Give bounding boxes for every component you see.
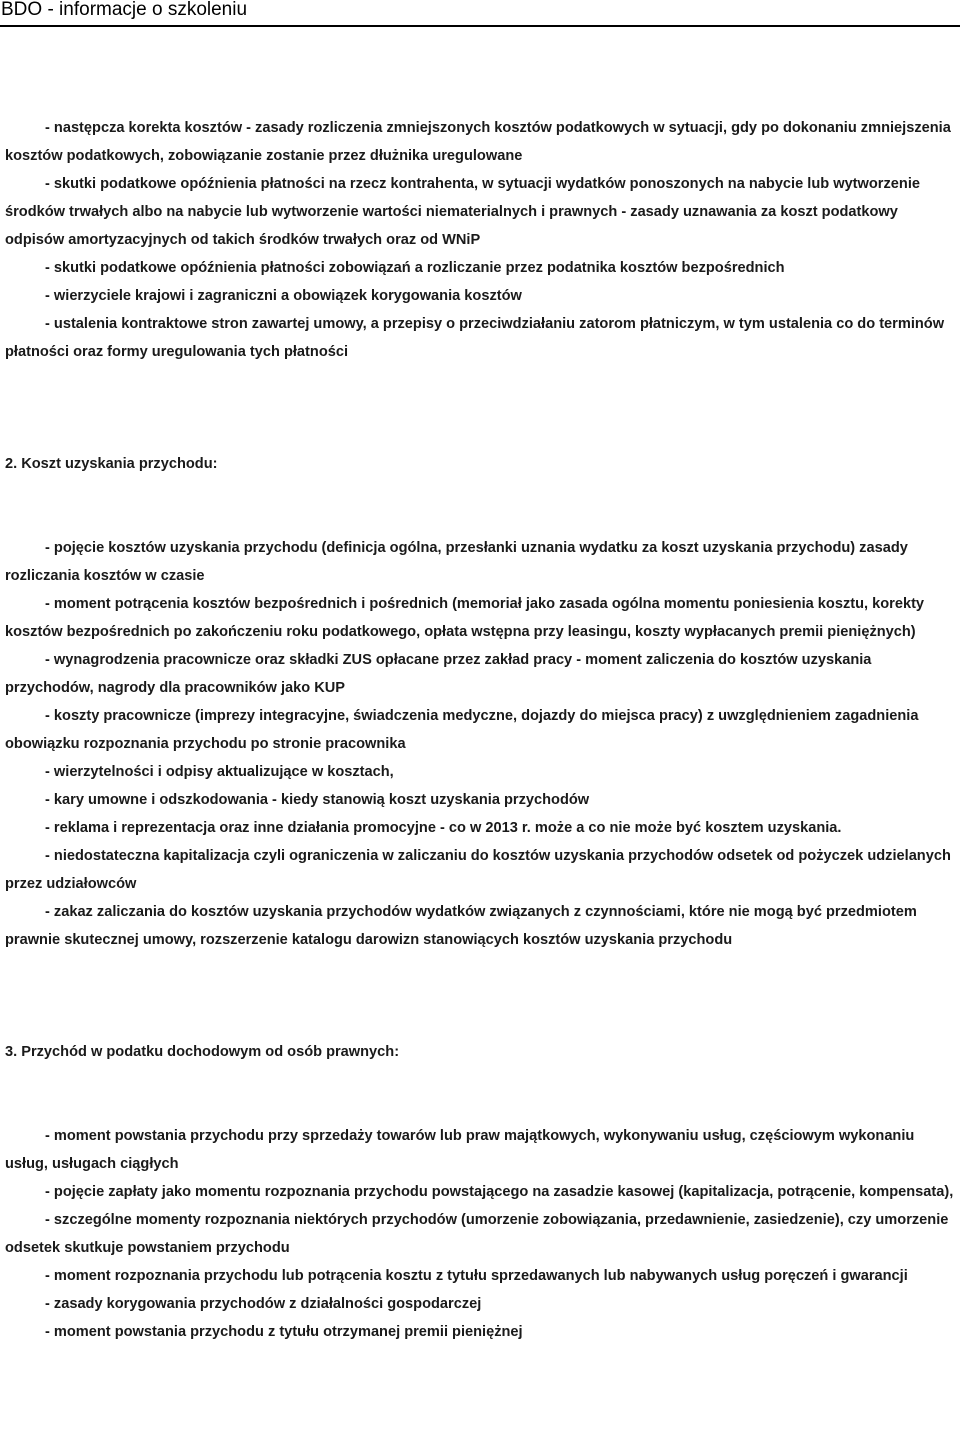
list-item: - następcza korekta kosztów - zasady rozliczenia zmniejszonych kosztów podatkowych w sytuacji, gdy po dokonaniu zmniejszenia kosztów podatkowych, zobowiązanie zostanie przez dłużnika uregulowane [5,120,951,164]
list-item: - moment powstania przychodu przy sprzedaży towarów lub praw majątkowych, wykonywaniu usług, częściowym wykonaniu usług, usługach ciągłych [5,1128,915,1172]
list-item: - wierzytelności i odpisy aktualizujące w kosztach, [45,764,394,780]
page-title: BDO - informacje o szkoleniu [1,0,248,20]
header-divider [0,25,960,27]
section-3-list [5,1122,958,1346]
list-item: - moment potrącenia kosztów bezpośrednich i pośrednich (memoriał jako zasada ogólna momentu poniesienia kosztu, korekty kosztów bezpośrednich po zakończeniu roku podatkowego, opłata wstępna przy leasingu, koszty wypłacanych premii pieniężnych) [5,596,925,640]
list-item: - ustalenia kontraktowe stron zawartej umowy, a przepisy o przeciwdziałaniu zatorom płatniczym, w tym ustalenia co do terminów płatności oraz formy uregulowania tych płatności [5,316,945,360]
page-header [0,0,960,27]
list-item: - zasady korygowania przychodów z działalności gospodarczej [45,1296,482,1312]
list-item: - pojęcie zapłaty jako momentu rozpoznania przychodu powstającego na zasadzie kasowej (kapitalizacja, potrącenie, kompensata), [45,1184,954,1200]
list-item: - pojęcie kosztów uzyskania przychodu (definicja ogólna, przesłanki uznania wydatku za koszt uzyskania przychodu) zasady rozliczania kosztów w czasie [5,540,908,584]
document-body [5,114,958,1346]
list-item: - wierzyciele krajowi i zagraniczni a obowiązek korygowania kosztów [45,288,522,304]
list-item: - niedostateczna kapitalizacja czyli ograniczenia w zaliczaniu do kosztów uzyskania przychodów odsetek od pożyczek udzielanych przez udziałowców [5,848,951,892]
section-2-list [5,534,958,954]
list-item: - kary umowne i odszkodowania - kiedy stanowią koszt uzyskania przychodów [45,792,590,808]
list-item: - skutki podatkowe opóźnienia płatności zobowiązań a rozliczanie przez podatnika kosztów bezpośrednich [45,260,785,276]
list-item: - szczególne momenty rozpoznania niektórych przychodów (umorzenie zobowiązania, przedawnienie, zasiedzenie), czy umorzenie odsetek skutkuje powstaniem przychodu [5,1212,949,1256]
list-item: - zakaz zaliczania do kosztów uzyskania przychodów wydatków związanych z czynnościami, które nie mogą być przedmiotem prawnie skutecznej umowy, rozszerzenie katalogu darowizn stanowiących kosztów uzyskania przychodu [5,904,917,948]
list-item: - wynagrodzenia pracownicze oraz składki ZUS opłacane przez zakład pracy - moment zaliczenia do kosztów uzyskania przychodów, nagrody dla pracowników jako KUP [5,652,872,696]
section-1-list [5,114,958,366]
list-item: - koszty pracownicze (imprezy integracyjne, świadczenia medyczne, dojazdy do miejsca pracy) z uwzględnieniem zagadnienia obowiązku rozpoznania przychodu po stronie pracownika [5,708,919,752]
section-3-heading: 3. Przychód w podatku dochodowym od osób prawnych: [5,1044,400,1060]
list-item: - reklama i reprezentacja oraz inne działania promocyjne - co w 2013 r. może a co nie może być kosztem uzyskania. [45,820,842,836]
list-item: - moment powstania przychodu z tytułu otrzymanej premii pieniężnej [45,1324,523,1340]
list-item: - moment rozpoznania przychodu lub potrącenia kosztu z tytułu sprzedawanych lub nabywanych usług poręczeń i gwarancji [45,1268,908,1284]
list-item: - skutki podatkowe opóźnienia płatności na rzecz kontrahenta, w sytuacji wydatków ponoszonych na nabycie lub wytworzenie środków trwałych albo na nabycie lub wytworzenie wartości niematerialnych i prawnych - zasady uznawania za koszt podatkowy odpisów amortyzacyjnych od takich środków trwałych oraz od WNiP [5,176,920,248]
section-2-heading: 2. Koszt uzyskania przychodu: [5,456,218,472]
